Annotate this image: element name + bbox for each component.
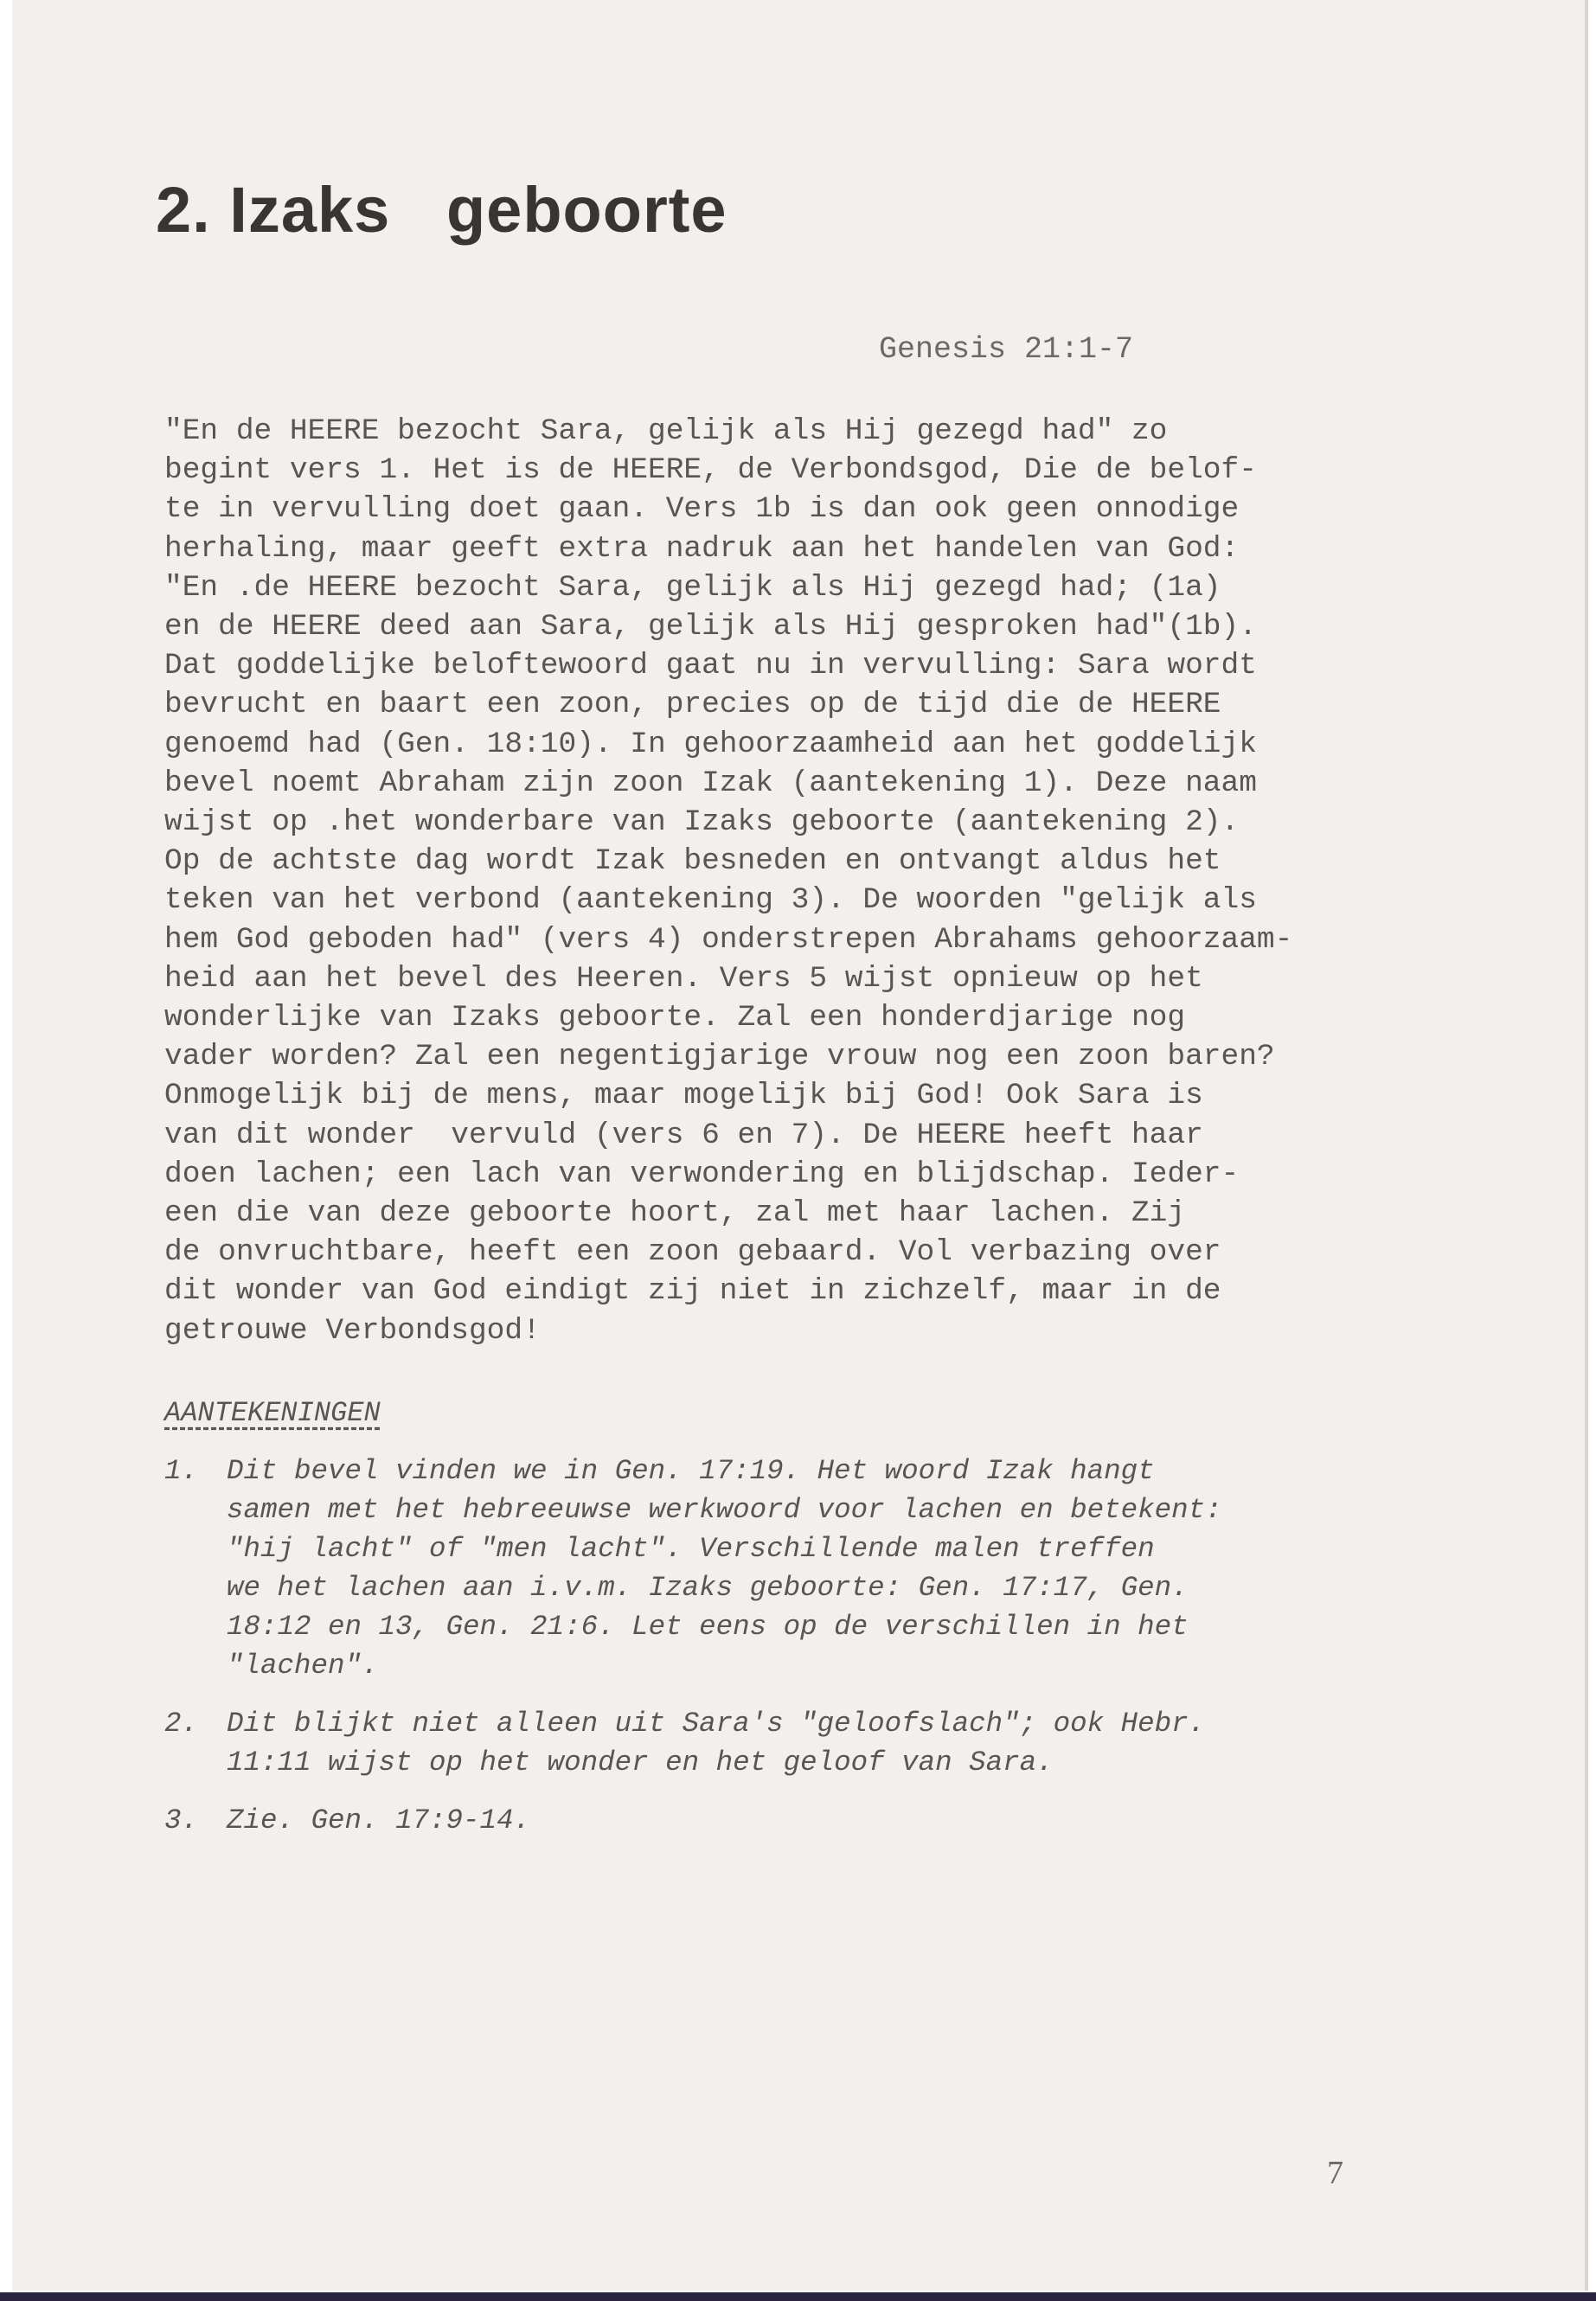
note-line: "lachen". <box>227 1650 379 1682</box>
note-number: 3. <box>164 1804 199 1836</box>
note-line: Zie. Gen. 17:9-14. <box>227 1804 531 1836</box>
note-line: samen met het hebreeuwse werkwoord voor lachen en betekent: <box>227 1494 1222 1526</box>
body-line: de onvruchtbare, heeft een zoon gebaard. Vol verbazing over <box>164 1235 1221 1270</box>
note-item <box>164 1801 1462 1840</box>
body-line: bevel noemt Abraham zijn zoon Izak (aantekening 1). Deze naam <box>164 766 1257 800</box>
chapter-title: 2. Izaks geboorte <box>156 174 727 246</box>
note-line: Dit blijkt niet alleen uit Sara's "geloofslach"; ook Hebr. <box>227 1708 1206 1740</box>
body-line: herhaling, maar geeft extra nadruk aan het handelen van God: <box>164 531 1240 566</box>
body-line: en de HEERE deed aan Sara, gelijk als Hij gesproken had"(1b). <box>164 610 1257 644</box>
body-line: te in vervulling doet gaan. Vers 1b is dan ook geen onnodige <box>164 492 1240 527</box>
notes-heading: AANTEKENINGEN <box>164 1397 381 1429</box>
body-text <box>164 412 1462 1350</box>
note-item <box>164 1452 1462 1685</box>
body-line: een die van deze geboorte hoort, zal met haar lachen. Zij <box>164 1196 1186 1231</box>
note-item <box>164 1704 1462 1782</box>
body-line: Onmogelijk bij de mens, maar mogelijk bij God! Ook Sara is <box>164 1079 1203 1113</box>
body-line: dit wonder van God eindigt zij niet in zichzelf, maar in de <box>164 1274 1221 1309</box>
body-line: teken van het verbond (aantekening 3). De woorden "gelijk als <box>164 883 1257 918</box>
note-line: "hij lacht" of "men lacht". Verschillende malen treffen <box>227 1533 1155 1565</box>
notes-list <box>164 1452 1462 1859</box>
body-line: "En de HEERE bezocht Sara, gelijk als Hij gezegd had" zo <box>164 414 1168 448</box>
scripture-reference: Genesis 21:1-7 <box>879 332 1134 367</box>
page-number: 7 <box>1327 2155 1343 2191</box>
body-line: "En .de HEERE bezocht Sara, gelijk als Hij gezegd had; (1a) <box>164 570 1221 605</box>
body-line: getrouwe Verbondsgod! <box>164 1313 541 1348</box>
body-line: bevrucht en baart een zoon, precies op de tijd die de HEERE <box>164 688 1221 722</box>
body-line: Op de achtste dag wordt Izak besneden en ontvangt aldus het <box>164 844 1221 879</box>
body-line: doen lachen; een lach van verwondering en blijdschap. Ieder- <box>164 1157 1240 1191</box>
note-line: we het lachen aan i.v.m. Izaks geboorte: Gen. 17:17, Gen. <box>227 1572 1189 1604</box>
body-line: heid aan het bevel des Heeren. Vers 5 wijst opnieuw op het <box>164 961 1203 996</box>
body-line: vader worden? Zal een negentigjarige vrouw nog een zoon baren? <box>164 1040 1275 1074</box>
body-line: Dat goddelijke beloftewoord gaat nu in vervulling: Sara wordt <box>164 649 1257 683</box>
book-page <box>12 0 1588 2291</box>
body-line: begint vers 1. Het is de HEERE, de Verbondsgod, Die de belof- <box>164 453 1257 488</box>
body-line: wijst op .het wonderbare van Izaks geboorte (aantekening 2). <box>164 805 1240 840</box>
note-number: 1. <box>164 1455 199 1487</box>
body-line: wonderlijke van Izaks geboorte. Zal een honderdjarige nog <box>164 1001 1186 1035</box>
note-line: Dit bevel vinden we in Gen. 17:19. Het woord Izak hangt <box>227 1455 1155 1487</box>
scan-edge <box>0 2292 1596 2301</box>
body-line: hem God geboden had" (vers 4) onderstrepen Abrahams gehoorzaam- <box>164 922 1293 957</box>
note-line: 11:11 wijst op het wonder en het geloof van Sara. <box>227 1747 1054 1779</box>
body-line: genoemd had (Gen. 18:10). In gehoorzaamheid aan het goddelijk <box>164 727 1257 761</box>
note-line: 18:12 en 13, Gen. 21:6. Let eens op de verschillen in het <box>227 1611 1189 1643</box>
body-line: van dit wonder vervuld (vers 6 en 7). De HEERE heeft haar <box>164 1118 1203 1152</box>
note-number: 2. <box>164 1708 199 1740</box>
